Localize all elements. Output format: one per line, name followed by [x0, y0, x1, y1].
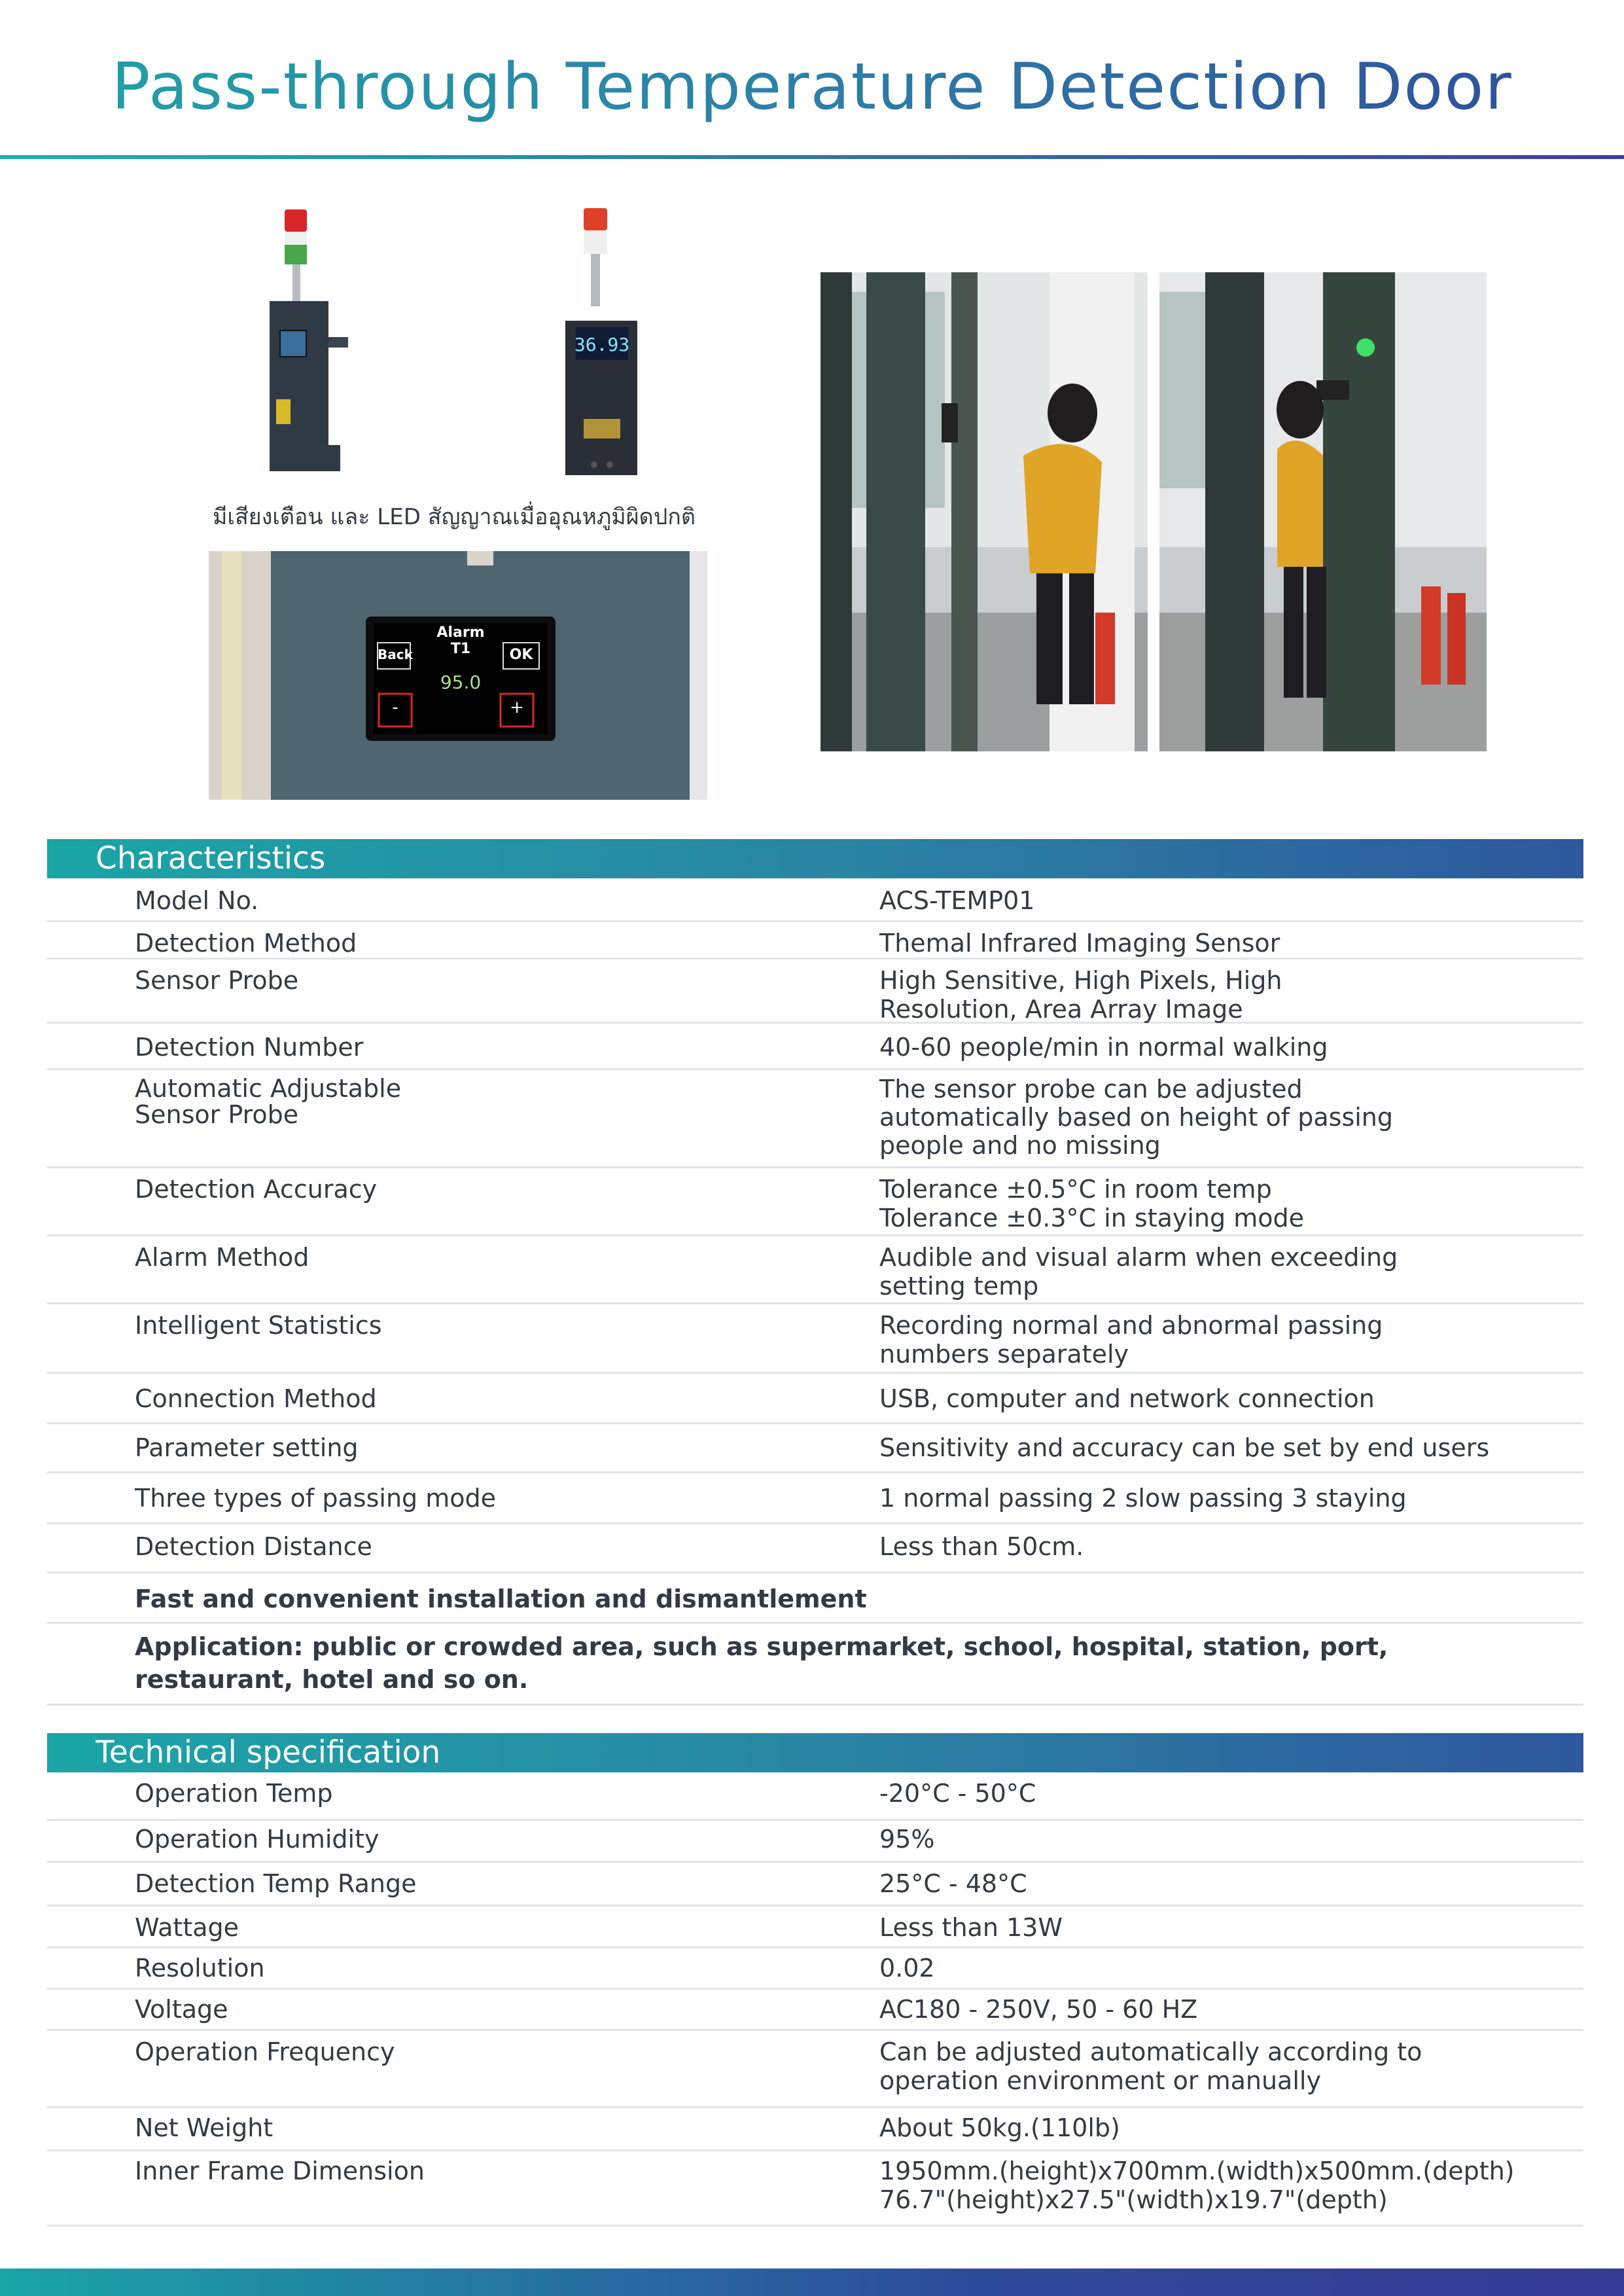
- characteristics-heading: Characteristics: [96, 840, 326, 876]
- spec-row: [47, 1990, 1583, 2031]
- spec-value: Recording normal and abnormal passing numbers separately: [879, 1311, 1383, 1369]
- spec-row: [47, 1774, 1583, 1821]
- spec-row: [47, 1374, 1583, 1424]
- spec-row: [47, 1948, 1583, 1990]
- installation-note: Fast and convenient installation and dismantlement: [135, 1585, 867, 1613]
- spec-value: 1950mm.(height)x700mm.(width)x500mm.(depth) 76.7"(height)x27.5"(width)x19.7"(depth): [879, 2157, 1515, 2214]
- spec-row: [47, 1473, 1583, 1524]
- technical-header: [47, 1733, 1583, 1772]
- spec-row: [47, 1168, 1583, 1236]
- spec-label: Automatic Adjustable Sensor Probe: [135, 1074, 402, 1129]
- spec-label: Detection Method: [135, 929, 357, 958]
- door-photo-passing: [1159, 272, 1487, 751]
- spec-label: Detection Number: [135, 1033, 364, 1062]
- spec-label: Voltage: [135, 1995, 228, 2024]
- spec-value: 25°C - 48°C: [879, 1869, 1027, 1898]
- panel-back-button: Back: [378, 647, 413, 662]
- spec-value: 1 normal passing 2 slow passing 3 staying: [879, 1484, 1407, 1513]
- spec-row: [47, 1524, 1583, 1573]
- spec-value: Themal Infrared Imaging Sensor: [879, 929, 1280, 958]
- spec-row: [47, 1304, 1583, 1374]
- spec-value: -20°C - 50°C: [879, 1779, 1036, 1808]
- page-title: Pass-through Temperature Detection Door: [0, 50, 1624, 124]
- spec-label: Net Weight: [135, 2113, 274, 2142]
- spec-label: Sensor Probe: [135, 966, 299, 995]
- note-row: [47, 1573, 1583, 1624]
- spec-value: Can be adjusted automatically according to operation environment or manually: [879, 2037, 1422, 2095]
- spec-row: [47, 960, 1583, 1024]
- panel-ok-button: OK: [509, 647, 533, 663]
- spec-label: Detection Temp Range: [135, 1869, 417, 1898]
- spec-label: Operation Temp: [135, 1779, 333, 1808]
- spec-value: Less than 13W: [879, 1913, 1063, 1942]
- panel-plus-button: +: [510, 698, 524, 717]
- device-temp-readout: 36.93: [574, 334, 630, 355]
- technical-heading: Technical specification: [96, 1734, 441, 1770]
- spec-value: About 50kg.(110lb): [879, 2113, 1120, 2142]
- panel-value: 95.0: [440, 672, 482, 693]
- panel-minus-button: -: [392, 698, 398, 717]
- spec-value: Less than 50cm.: [879, 1532, 1084, 1561]
- spec-row: [47, 880, 1583, 922]
- footer-bar: [0, 2269, 1624, 2296]
- spec-label: Three types of passing mode: [135, 1484, 497, 1513]
- spec-value: Audible and visual alarm when exceeding setting temp: [879, 1243, 1398, 1300]
- spec-label: Model No.: [135, 886, 259, 915]
- device-photo-side: [255, 203, 360, 478]
- spec-label: Inner Frame Dimension: [135, 2157, 425, 2185]
- spec-value: 95%: [879, 1825, 935, 1854]
- spec-row: [47, 2151, 1583, 2227]
- photo-caption: มีเสียงเตือน และ LED สัญญาณเมื่ออุณหภูมิผิดปกติ: [213, 504, 696, 530]
- spec-label: Alarm Method: [135, 1243, 309, 1272]
- spec-value: Sensitivity and accuracy can be set by end users: [879, 1433, 1490, 1462]
- spec-label: Wattage: [135, 1913, 239, 1942]
- door-photo-entering: [821, 272, 1148, 751]
- spec-row: [47, 2031, 1583, 2108]
- spec-label: Operation Frequency: [135, 2037, 395, 2066]
- title-divider: [0, 155, 1624, 159]
- spec-label: Operation Humidity: [135, 1825, 380, 1854]
- spec-label: Detection Distance: [135, 1532, 372, 1561]
- spec-row: [47, 1070, 1583, 1168]
- spec-row: [47, 1821, 1583, 1863]
- spec-value: Tolerance ±0.5°C in room temp Tolerance ±0.3°C in staying mode: [879, 1175, 1304, 1232]
- spec-row: [47, 2108, 1583, 2151]
- spec-label: Parameter setting: [135, 1433, 359, 1462]
- characteristics-header: [47, 839, 1583, 878]
- spec-row: [47, 1863, 1583, 1907]
- spec-label: Intelligent Statistics: [135, 1311, 382, 1340]
- spec-row: [47, 922, 1583, 960]
- spec-row: [47, 1236, 1583, 1304]
- note-row: [47, 1624, 1583, 1706]
- spec-value: AC180 - 250V, 50 - 60 HZ: [879, 1995, 1198, 2024]
- spec-value: USB, computer and network connection: [879, 1384, 1375, 1413]
- spec-row: [47, 1424, 1583, 1473]
- spec-label: Connection Method: [135, 1384, 377, 1413]
- spec-row: [47, 1907, 1583, 1948]
- control-panel-photo: [209, 551, 707, 800]
- spec-value: High Sensitive, High Pixels, High Resolution, Area Array Image: [879, 966, 1282, 1024]
- spec-value: 0.02: [879, 1954, 935, 1982]
- spec-value: The sensor probe can be adjusted automatically based on height of passing people and no missing: [879, 1075, 1394, 1160]
- spec-value: 40-60 people/min in normal walking: [879, 1033, 1328, 1062]
- spec-row: [47, 1024, 1583, 1070]
- spec-value: ACS-TEMP01: [879, 886, 1035, 915]
- spec-label: Detection Accuracy: [135, 1175, 378, 1204]
- application-note: Application: public or crowded area, such as supermarket, school, hospital, station, port, restaurant, hotel and so on.: [135, 1632, 1388, 1694]
- spec-label: Resolution: [135, 1954, 265, 1982]
- panel-title: Alarm T1: [436, 624, 485, 657]
- device-photo-front: [550, 196, 654, 484]
